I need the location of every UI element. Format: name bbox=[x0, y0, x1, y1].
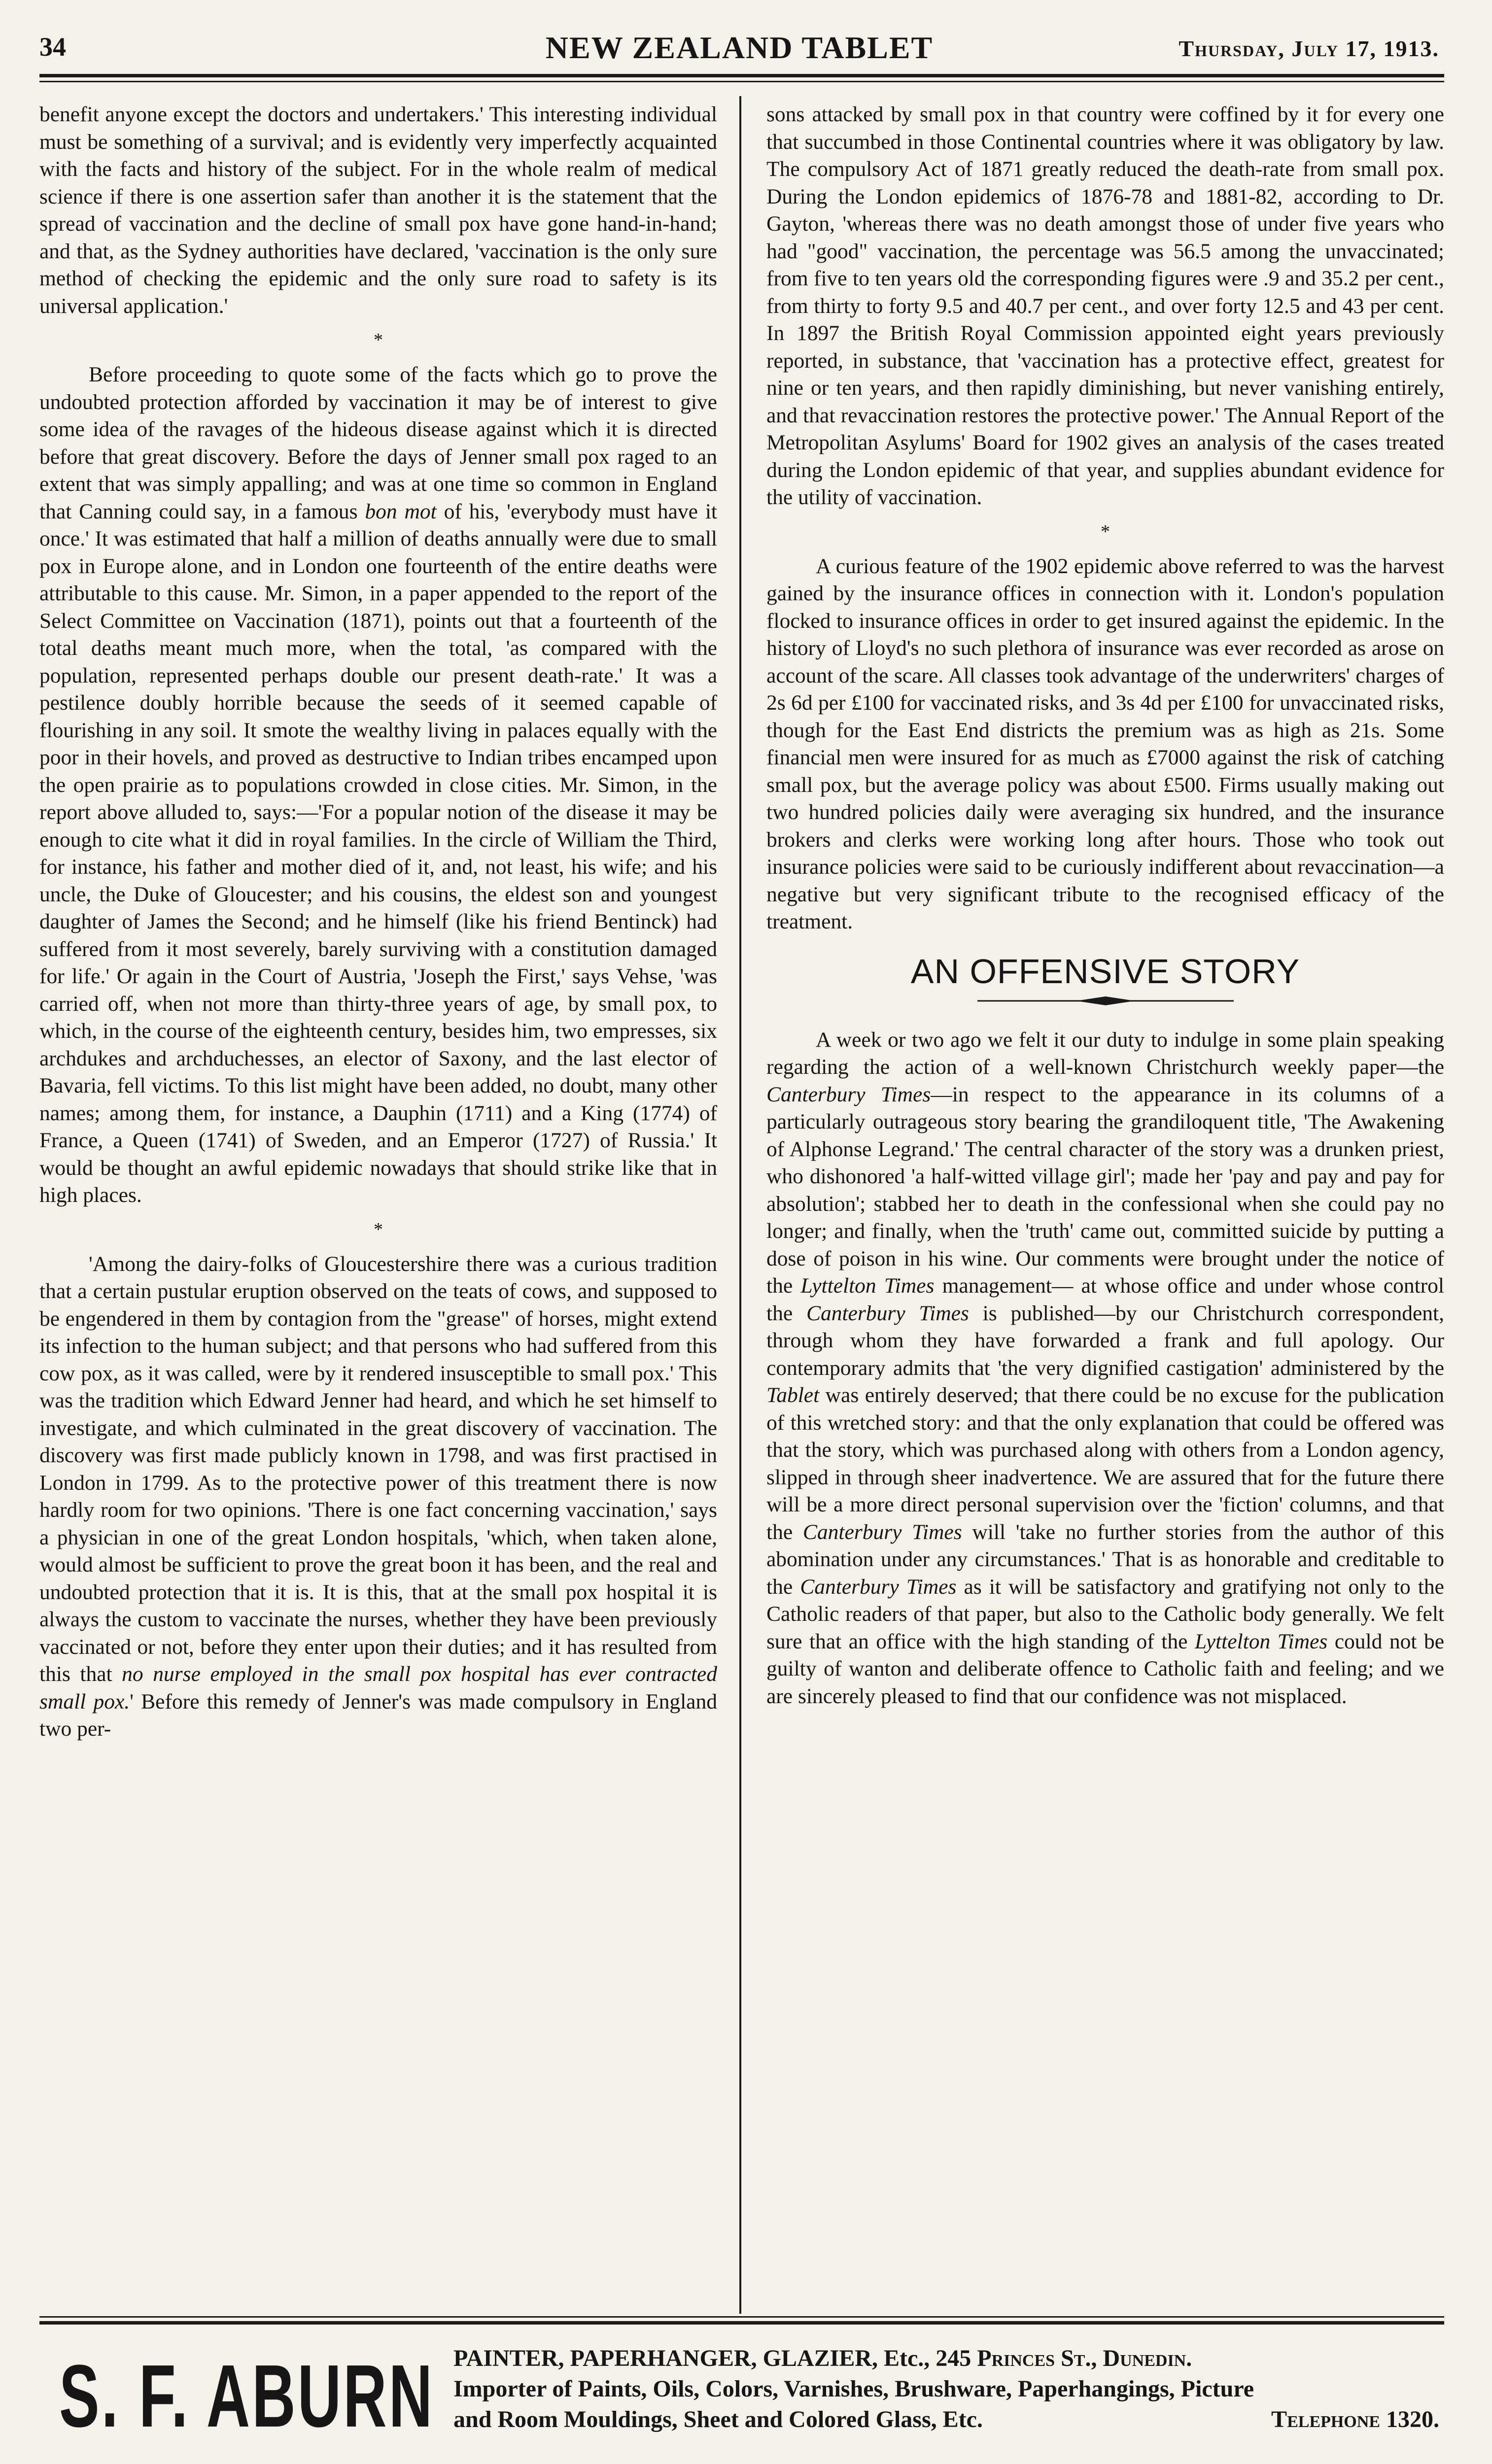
telephone: Telephone 1320. bbox=[1271, 2406, 1439, 2432]
right-paragraph-3: A week or two ago we felt it our duty to indulge in some plain speaking regarding the action of a well-known Christchurch weekly paper—the Canterbury Times—in respect to the appearance in its columns of a particularly outrageous story bearing the grandiloquent title, 'The Awakening of Alphonse Legrand.' The central character of the story was a drunken priest, who dishonored 'a half-witted village girl'; made her 'pay and pay and pay for absolution'; stabbed her to death in the confessional when she could pay no longer; and finally, when the 'truth' came out, committed suicide by putting a dose of poison in his wine. Our comments were brought under the notice of the Lyttelton Times management— at whose office and under whose control the Canterbury Times is published—by our Christchurch correspondent, through whom they have forwarded a frank and full apology. Our contemporary admits that 'the very dignified castigation' administered by the Tablet was entirely deserved; that there could be no excuse for the publication of this wretched story: and that the only explanation that could be offered was that the story, which was purchased along with others from a London agency, slipped in through sheer inadvertence. We are assured that for the future there will be a more direct personal supervision over the 'fiction' columns, and that the Canterbury Times will 'take no further stories from the author of this abomination under any circumstances.' That is as honorable and creditable to the Canterbury Times as it will be satisfactory and gratifying not only to the Catholic readers of that paper, but also to the Catholic body generally. We felt sure that an office with the high standing of the Lyttelton Times could not be guilty of wanton and deliberate offence to Catholic faith and feeling; and we are sincerely pleased to find that our confidence was not misplaced. bbox=[766, 1027, 1444, 1708]
section-break-star: * bbox=[1101, 521, 1110, 542]
right-paragraph-1: sons attacked by small pox in that country were coffined by it for every one that succumbed in those Continental countries where it was obligatory by law. The compulsory Act of 1871 greatly reduced the death-rate from small pox. During the London epidemics of 1876-78 and 1881-82, according to Dr. Gayton, 'whereas there was no death amongst those of under five years who had "good" vaccination, the percentage was 56.5 among the unvaccinated; from five to ten years old the corresponding figures were .9 and 35.2 per cent., from thirty to forty 9.5 and 40.7 per cent., and over forty 12.5 and 43 per cent. In 1897 the British Royal Commission appointed eight years previously reported, in substance, that 'vaccination has a protective effect, greatest for nine or ten years, and then rapidly diminishing, but never vanishing entirely, and that revaccination restores the protective power.' The Annual Report of the Metropolitan Asylums' Board for 1902 gives an analysis of the cases treated during the London epidemic of that year, and supplies abundant evidence for the utility of vaccination. bbox=[766, 103, 1444, 509]
advert-line-1: PAINTER, PAPERHANGER, GLAZIER, Etc., 245 Princes St., Dunedin. bbox=[453, 2345, 1192, 2371]
heading-ornament-rule bbox=[977, 995, 1234, 1007]
advert-line-3: and Room Mouldings, Sheet and Colored Glass, Etc. Telephone 1320. bbox=[453, 2404, 1439, 2435]
page-number: 34 bbox=[39, 32, 66, 62]
article-heading: AN OFFENSIVE STORY bbox=[910, 952, 1300, 991]
header-rule-thick bbox=[39, 74, 1444, 77]
right-column bbox=[766, 101, 1444, 1710]
left-column bbox=[39, 101, 717, 1743]
section-break-star: * bbox=[374, 1219, 383, 1240]
advertisement bbox=[39, 2333, 1444, 2457]
header-rule-thin bbox=[39, 81, 1444, 82]
section-break-star: * bbox=[374, 330, 383, 350]
issue-date: Thursday, July 17, 1913. bbox=[1179, 36, 1439, 61]
advert-text bbox=[453, 2343, 1439, 2435]
left-paragraph-2: Before proceeding to quote some of the facts which go to prove the undoubted protection afforded by vaccination it may be of interest to give some idea of the ravages of the hideous disease against which it is directed before that great discovery. Before the days of Jenner small pox raged to an extent that was simply appalling; and was at one time so common in England that Canning could say, in a famous bon mot of his, 'everybody must have it once.' It was estimated that half a million of deaths annually were due to small pox in Europe alone, and in London one fourteenth of the entire deaths were attributable to this cause. Mr. Simon, in a paper appended to the report of the Select Committee on Vaccination (1871), points out that a fourteenth of the total deaths meant much more, when the total, 'as compared with the population, represented perhaps double our present death-rate.' It was a pestilence doubly horrible because the seeds of it seemed capable of flourishing in any soil. It smote the wealthy living in palaces equally with the poor in their hovels, and proved as destructive to Indian tribes encamped upon the open prairie as to populations crowded in close cities. Mr. Simon, in the report above alluded to, says:—'For a popular notion of the disease it may be enough to cite what it did in royal families. In the circle of William the Third, for instance, his father and mother died of it, and, not least, his wife; and his uncle, the Duke of Gloucester; and his cousins, the eldest son and youngest daughter of James the Second; and he himself (like his friend Bentinck) had suffered from it most severely, barely surviving with a constitution damaged for life.' Or again in the Court of Austria, 'Joseph the First,' says Vehse, 'was carried off, when not more than thirty-three years of age, by small pox, to which, in the course of the eighteenth century, besides him, two empresses, six archdukes and archduchesses, an elector of Saxony, and the last elector of Bavaria, fell victims. To this list might have been added, no doubt, many other names; among them, for instance, a Dauphin (1711) and a King (1774) of France, a Queen (1741) of Sweden, and an Emperor (1727) of Russia.' It would be thought an awful epidemic nowadays that should strike like that in high places. bbox=[39, 363, 717, 1207]
page-header bbox=[39, 30, 1439, 69]
advert-line-2: Importer of Paints, Oils, Colors, Varnishes, Brushware, Paperhangings, Picture bbox=[453, 2376, 1254, 2402]
masthead-title: NEW ZEALAND TABLET bbox=[545, 30, 934, 65]
advertiser-name: S. F. ABURN bbox=[59, 2347, 435, 2446]
footer-rule-thin bbox=[39, 2316, 1444, 2318]
footer-rule-thick bbox=[39, 2321, 1444, 2325]
left-paragraph-1: benefit anyone except the doctors and undertakers.' This interesting individual must be something of a survival; and is evidently very imperfectly acquainted with the facts and history of the subject. For in the whole realm of medical science if there is one assertion safer than another it is the statement that the spread of vaccination and the decline of small pox have gone hand-in-hand; and that, as the Sydney authorities have declared, 'vaccination is the only sure method of checking the epidemic and the only sure road to safety is its universal application.' bbox=[39, 103, 717, 318]
right-paragraph-2: A curious feature of the 1902 epidemic above referred to was the harvest gained by the insurance offices in connection with it. London's population flocked to insurance offices in order to get insured against the epidemic. In the history of Lloyd's no such plethora of insurance was ever recorded as arose on account of the scare. All classes took advantage of the underwriters' charges of 2s 6d per £100 for vaccinated risks, and 3s 4d per £100 for unvaccinated risks, though for the East End districts the premium was as high as 21s. Some financial men were insured for as much as £7000 against the risk of catching small pox, but the average policy was about £500. Firms usually making out two hundred policies daily were averaging six hundred, and the insurance brokers and clerks were working long after hours. Those who took out insurance policies were said to be curiously indifferent about revaccination—a negative but very significant tribute to the recognised efficacy of the treatment. bbox=[766, 554, 1444, 933]
column-divider bbox=[739, 96, 741, 2314]
left-paragraph-3: 'Among the dairy-folks of Gloucestershire there was a curious tradition that a certain pustular eruption observed on the teats of cows, and supposed to be engendered in them by contagion from the "grease" of horses, might extend its infection to the human subject; and that persons who had suffered from this cow pox, as it was called, were by it rendered insusceptible to small pox.' This was the tradition which Edward Jenner had heard, and which he set himself to investigate, and which culminated in the great discovery of vaccination. The discovery was first made publicly known in 1798, and was first practised in London in 1799. As to the protective power of this treatment there is now hardly room for two opinions. 'There is one fact concerning vaccination,' says a physician in one of the great London hospitals, 'which, when taken alone, would almost be sufficient to prove the great boon it has been, and the real and undoubted protection that it is. It is this, that at the small pox hospital it is always the custom to vaccinate the nurses, whether they have been previously vaccinated or not, before they enter upon their duties; and it has resulted from this that no nurse employed in the small pox hospital has ever contracted small pox.' Before this remedy of Jenner's was made compulsory in England two per- bbox=[39, 1252, 717, 1741]
